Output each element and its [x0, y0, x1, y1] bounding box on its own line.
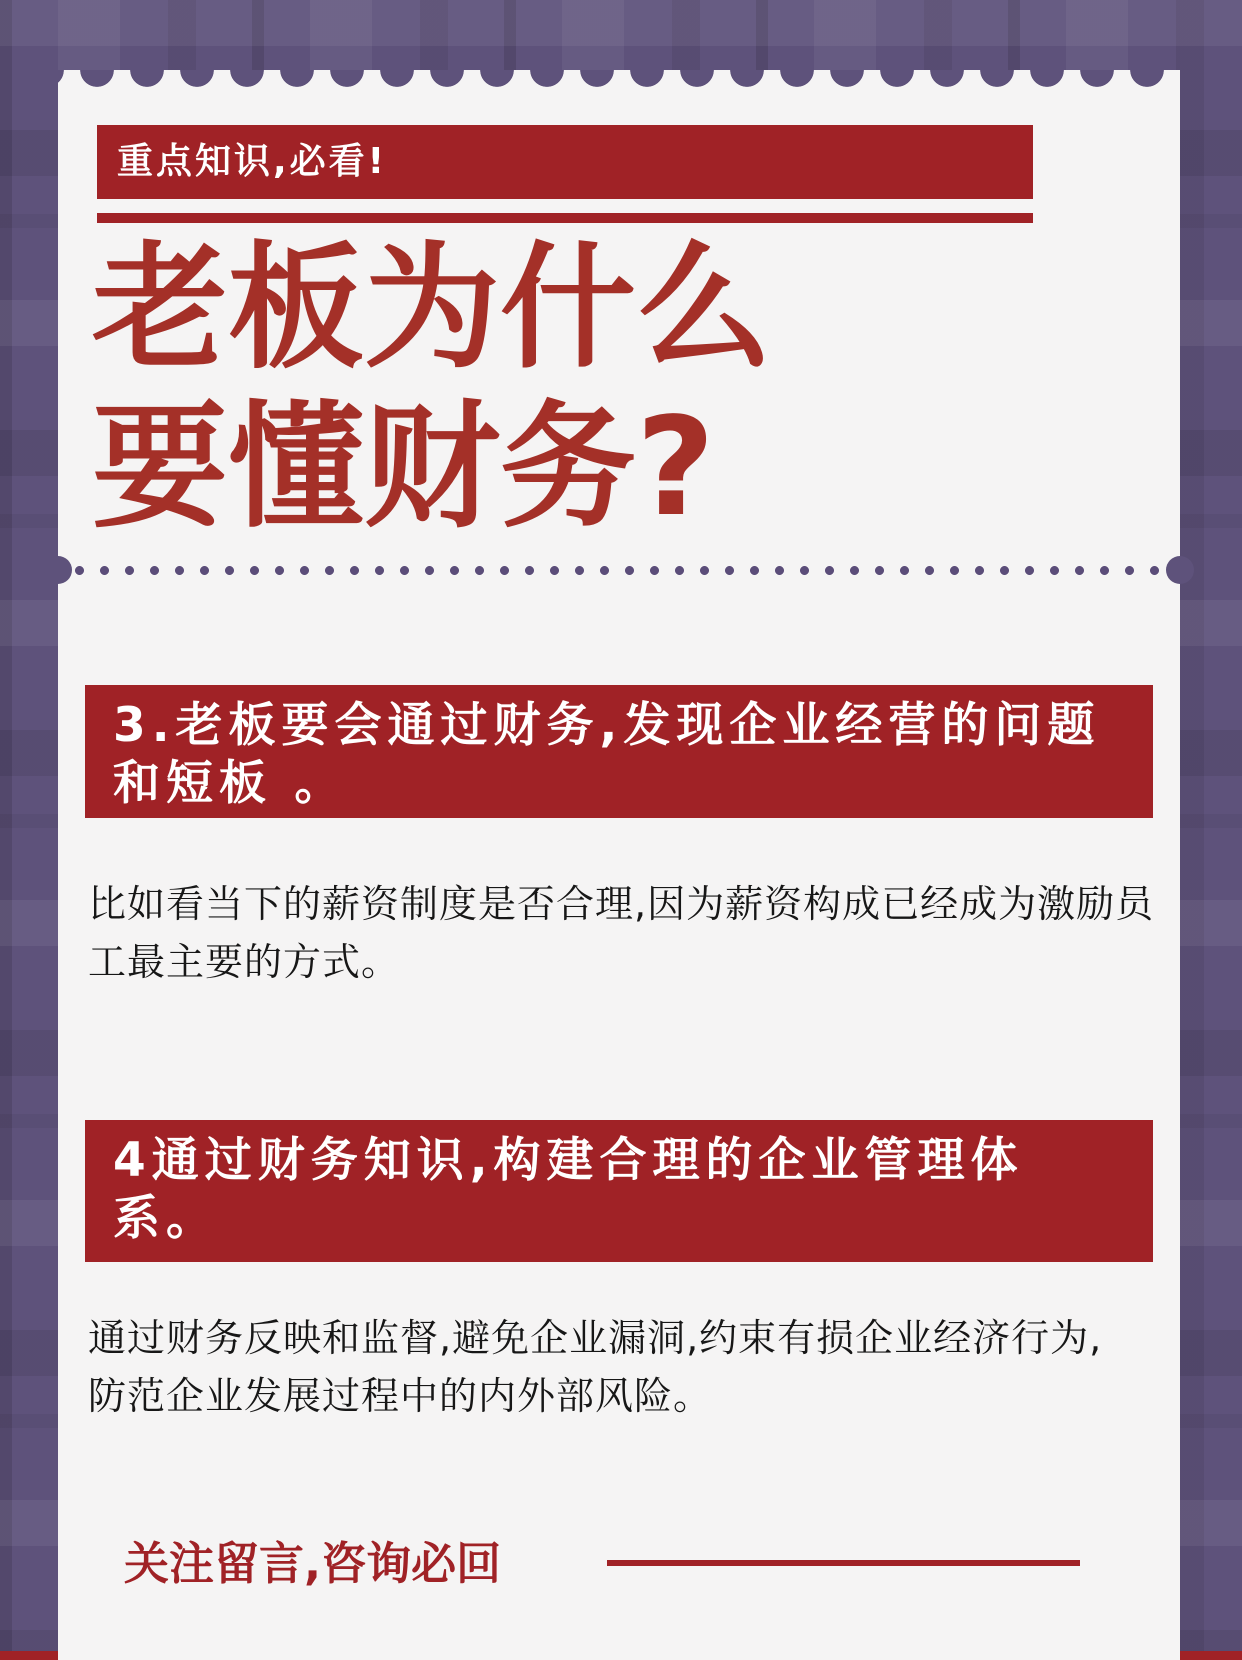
section-heading-4-line-1: 4通过财务知识,构建合理的企业管理体	[113, 1133, 1024, 1188]
section-heading-4-line-2: 系。	[113, 1191, 219, 1246]
paper-scallop-edge	[58, 70, 1180, 88]
perforation-notch-right	[1166, 556, 1194, 584]
section-body-4-line-2: 防范企业发展过程中的内外部风险。	[88, 1374, 713, 1418]
section-body-4-line-1: 通过财务反映和监督,避免企业漏洞,约束有损企业经济行为,	[88, 1316, 1103, 1360]
section-heading-3-line-1: 3.老板要会通过财务,发现企业经营的问题	[113, 698, 1101, 753]
section-body-3	[88, 875, 1173, 991]
section-heading-4	[85, 1120, 1153, 1262]
section-body-3-line-1: 比如看当下的薪资制度是否合理,因为薪资构成已经成为激励员	[88, 882, 1155, 926]
perforation-notch-left	[44, 556, 72, 584]
footer-cta-text: 关注留言,咨询必回	[124, 1537, 502, 1590]
kicker-banner	[97, 125, 1033, 199]
section-body-3-line-2: 工最主要的方式。	[88, 940, 401, 984]
section-heading-3	[85, 685, 1153, 818]
kicker-underline	[97, 213, 1033, 223]
kicker-text: 重点知识,必看!	[117, 141, 388, 182]
page-title-line-1: 老板为什么	[92, 230, 772, 388]
perforation-dotted-line	[75, 566, 1163, 575]
section-body-4	[88, 1309, 1173, 1425]
page-title	[92, 230, 772, 548]
page-title-line-2: 要懂财务?	[92, 389, 715, 547]
section-heading-3-line-2: 和短板 。	[113, 756, 348, 811]
paper-sheet	[58, 70, 1180, 1660]
footer-divider-line	[607, 1560, 1080, 1566]
